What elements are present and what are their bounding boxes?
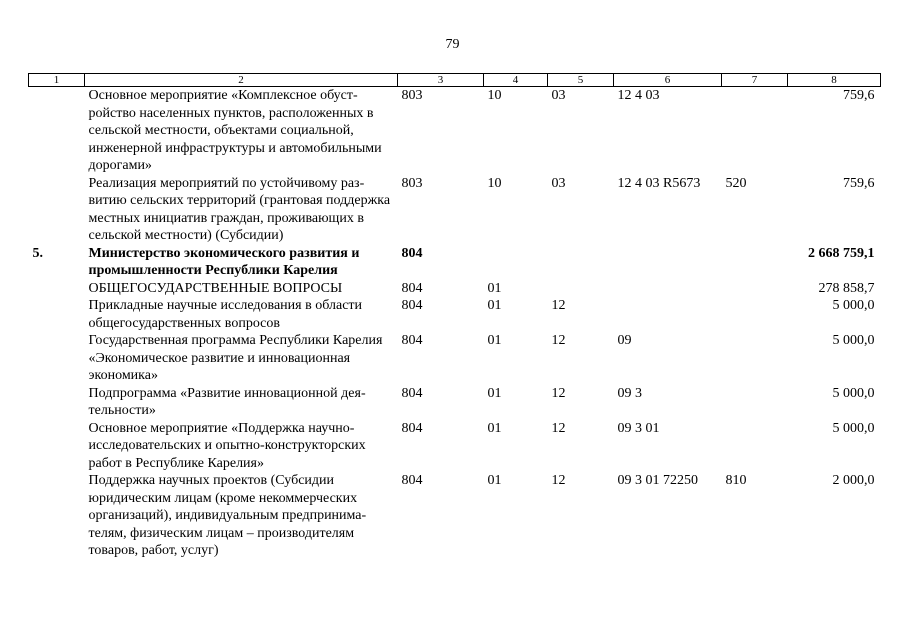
row-number (29, 420, 85, 473)
section-code: 01 (487, 298, 502, 313)
ministry-code: 804 (401, 298, 423, 313)
ministry-code: 804 (401, 333, 423, 348)
budget-table (28, 73, 881, 560)
expense-type-code (722, 280, 788, 298)
subsection-code (548, 245, 614, 280)
column-number-5: 5 (548, 74, 614, 87)
target-article-code: 09 3 01 (617, 420, 660, 436)
target-article-code (614, 297, 722, 332)
section-code: 01 (487, 385, 502, 401)
subsection-code: 12 (551, 298, 566, 313)
table-row (29, 472, 881, 560)
column-number-2: 2 (85, 74, 398, 87)
ministry-code: 804 (401, 280, 423, 296)
ministry-code: 804 (401, 420, 423, 436)
section-code: 10 (487, 175, 502, 191)
target-article-code (614, 245, 722, 280)
table-row (29, 245, 881, 280)
row-name: Министерство экономического развития и промышленности Республики Карелия (88, 245, 360, 278)
amount: 2 000,0 (832, 473, 875, 488)
table-header (29, 74, 881, 87)
target-article-code: 12 4 03 R5673 (617, 175, 701, 191)
target-article-code: 09 3 01 72250 (617, 473, 698, 488)
section-code: 01 (487, 280, 502, 296)
ministry-code: 803 (401, 88, 423, 103)
subsection-code: 12 (551, 333, 566, 348)
section-code: 10 (487, 88, 502, 103)
subsection-code: 12 (551, 420, 566, 436)
row-name: Основное мероприятие «Комплексное обустройство населенных пунктов, расположенных в сельской местности, объектами социальной, инженерной инфраструктуры и автомобильными дорогами» (88, 88, 382, 173)
column-number-3: 3 (398, 74, 484, 87)
amount: 5 000,0 (832, 385, 875, 401)
ministry-code: 803 (401, 175, 423, 191)
expense-type-code (722, 420, 788, 473)
column-number-6: 6 (614, 74, 722, 87)
ministry-code: 804 (401, 385, 423, 401)
ministry-code: 804 (401, 473, 423, 488)
expense-type-code (722, 332, 788, 385)
column-number-4: 4 (484, 74, 548, 87)
target-article-code: 12 4 03 (617, 88, 660, 103)
section-code (484, 245, 548, 280)
subsection-code: 12 (551, 473, 566, 488)
row-name: Прикладные научные исследования в области общегосударственных вопросов (88, 298, 363, 331)
expense-type-code: 520 (725, 175, 747, 191)
amount: 759,6 (843, 88, 875, 103)
subsection-code: 12 (551, 385, 566, 401)
column-number-7: 7 (722, 74, 788, 87)
table-row (29, 420, 881, 473)
row-number (29, 297, 85, 332)
row-number (29, 472, 85, 560)
table-row (29, 175, 881, 245)
row-name: Основное мероприятие «Поддержка научно-исследовательских и опытно-конструкторских работ в Республике Карелия» (88, 420, 366, 471)
row-name: Подпрограмма «Развитие инновационной деятельности» (88, 385, 366, 418)
amount: 5 000,0 (832, 420, 875, 436)
row-name: ОБЩЕГОСУДАРСТВЕННЫЕ ВОПРОСЫ (88, 280, 343, 296)
expense-type-code (722, 297, 788, 332)
table-row (29, 297, 881, 332)
section-code: 01 (487, 473, 502, 488)
table-row (29, 87, 881, 175)
column-number-1: 1 (29, 74, 85, 87)
table-row (29, 332, 881, 385)
target-article-code: 09 3 (617, 385, 642, 401)
row-number (29, 175, 85, 245)
header-row (29, 74, 881, 87)
amount: 278 858,7 (818, 280, 875, 296)
table-row (29, 385, 881, 420)
subsection-code: 03 (551, 88, 566, 103)
row-number (29, 87, 85, 175)
row-name: Реализация мероприятий по устойчивому развитию сельских территорий (грантовая поддержка местных инициатив граждан, проживающих в сельской местности) (Субсидии) (88, 175, 391, 243)
table-body (29, 87, 881, 560)
amount: 5 000,0 (832, 333, 875, 348)
row-number (29, 280, 85, 298)
target-article-code (614, 280, 722, 298)
row-number: 5. (32, 245, 43, 261)
expense-type-code: 810 (725, 473, 747, 488)
expense-type-code (722, 87, 788, 175)
amount: 2 668 759,1 (808, 245, 875, 261)
expense-type-code (722, 245, 788, 280)
subsection-code (548, 280, 614, 298)
column-number-8: 8 (788, 74, 881, 87)
table-row (29, 280, 881, 298)
amount: 5 000,0 (832, 298, 875, 313)
page-number: 79 (445, 37, 460, 52)
row-number (29, 385, 85, 420)
section-code: 01 (487, 420, 502, 436)
subsection-code: 03 (551, 175, 566, 191)
ministry-code: 804 (401, 245, 423, 261)
row-name: Государственная программа Республики Карелия «Экономическое развитие и инновационная экономика» (88, 333, 383, 383)
expense-type-code (722, 385, 788, 420)
amount: 759,6 (843, 175, 875, 191)
target-article-code: 09 (617, 333, 632, 348)
row-name: Поддержка научных проектов (Субсидии юридическим лицам (кроме некоммерческих организаций), индивидуальным предпринимателям, физическим лицам – производителям товаров, работ, услуг) (88, 473, 367, 558)
section-code: 01 (487, 333, 502, 348)
row-number (29, 332, 85, 385)
